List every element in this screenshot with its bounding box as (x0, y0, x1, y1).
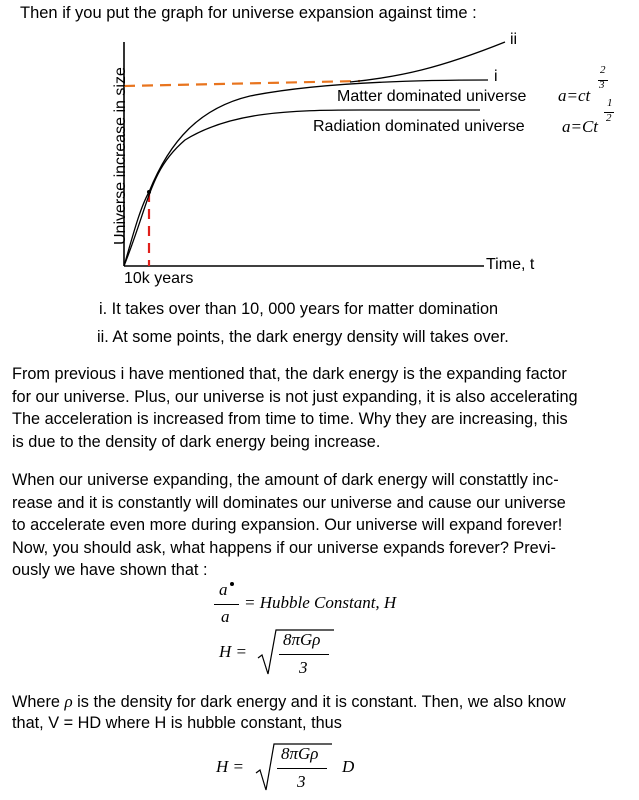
radiation-exp-den: 2 (606, 112, 612, 124)
intro-text: Then if you put the graph for universe expansion against time : (20, 4, 477, 22)
eq2-fraction-bar (279, 654, 329, 655)
y-axis-label: Universe increase in size (112, 67, 129, 245)
paragraph-3-line-1: Where ρ is the density for dark energy and it is constant. Then, we also know (12, 692, 566, 711)
paragraph-1-line: for our universe. Plus, our universe is not just expanding, it is also accelerating (12, 387, 578, 406)
paragraph-2-line: to accelerate even more during expansion. Our universe will expand forever! (12, 516, 563, 534)
paragraph-2 (12, 469, 632, 582)
eq1-rhs: = Hubble Constant, H (244, 593, 397, 612)
eq1-fraction-bar (214, 604, 239, 605)
paragraph-3-line-2: that, V = HD where H is hubble constant, thus (12, 714, 342, 732)
eq1-dot (230, 582, 234, 586)
paragraph-1-line: The acceleration is increased from time to time. Why they are increasing, this (12, 410, 568, 428)
horizontal-dashed-line (124, 81, 360, 86)
paragraph-1-line: is due to the density of dark energy being increase. (12, 432, 381, 451)
paragraph-2-line: rease and it is constantly will dominates our universe and cause our universe (12, 493, 566, 512)
paragraph-1-line: From previous i have mentioned that, the dark energy is the expanding factor (12, 365, 567, 383)
note-ii: ii. At some points, the dark energy density will takes over. (97, 328, 509, 346)
paragraph-1 (12, 363, 632, 453)
expansion-graph (0, 20, 639, 320)
matter-exp-den: 3 (599, 79, 605, 91)
matter-formula: a=ct (558, 86, 591, 105)
eq2-denominator: 3 (299, 658, 308, 677)
note-i: i. It takes over than 10, 000 years for matter domination (99, 300, 499, 318)
paragraph-2-line: Now, you should ask, what happens if our universe expands forever? Previ- (12, 538, 556, 557)
eq2-numerator: 8πGρ (283, 630, 321, 649)
curve-i-label: i (494, 68, 498, 85)
eq2-lhs: H = (219, 642, 247, 661)
x-marker-label: 10k years (124, 270, 194, 287)
matter-exp-num: 2 (600, 64, 606, 76)
radiation-exp-num: 1 (607, 97, 613, 109)
matter-label: Matter dominated universe (337, 88, 527, 105)
eq1-denominator: a (221, 607, 230, 626)
radiation-label: Radiation dominated universe (313, 118, 525, 135)
paragraph-2-line: ously we have shown that : (12, 561, 208, 579)
curve-ii-label: ii (510, 31, 518, 48)
dark-energy-curve (350, 42, 505, 82)
eq1-numerator: a (219, 580, 228, 599)
eq3-lhs: H = (216, 757, 244, 776)
intersection-point (147, 190, 151, 194)
radiation-formula: a=Ct (562, 117, 599, 136)
x-axis-label: Time, t (486, 256, 535, 273)
eq3-fraction-bar (277, 768, 327, 769)
eq3-denominator: 3 (297, 772, 306, 791)
eq3-tail: D (342, 757, 355, 776)
eq3-numerator: 8πGρ (281, 744, 319, 763)
rho-symbol: ρ (64, 692, 73, 711)
paragraph-2-line: When our universe expanding, the amount of dark energy will constattly inc- (12, 471, 559, 489)
